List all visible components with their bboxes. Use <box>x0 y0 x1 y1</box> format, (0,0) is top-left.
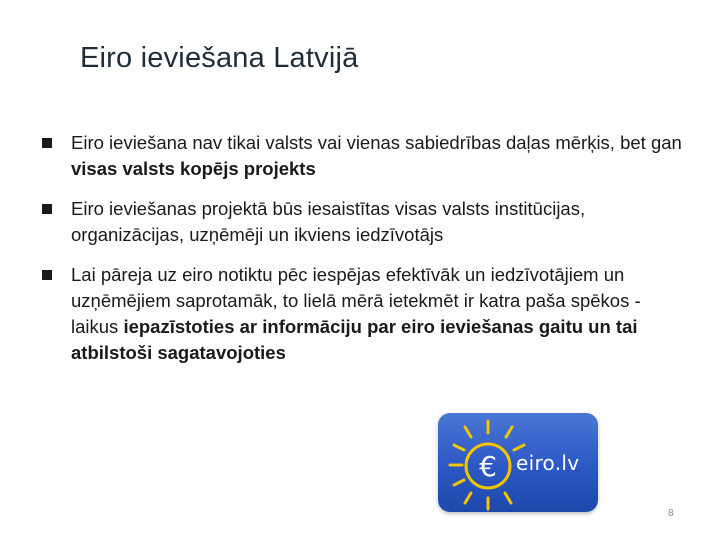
slide-title: Eiro ieviešana Latvijā <box>80 42 359 74</box>
bullet-item <box>42 262 682 366</box>
square-bullet-icon <box>42 270 52 280</box>
square-bullet-icon <box>42 204 52 214</box>
eiro-lv-logo <box>438 413 598 512</box>
bullet-text: Eiro ieviešanas projektā būs iesaistītas visas valsts institūcijas, organizācijas, uzņēmēji un ikviens iedzīvotājs <box>71 198 586 245</box>
bullet-item <box>42 130 682 182</box>
square-bullet-icon <box>42 138 52 148</box>
bullet-item <box>42 196 682 248</box>
bullet-text-bold: visas valsts kopējs projekts <box>71 158 316 179</box>
bullet-text: Eiro ieviešana nav tikai valsts vai vienas sabiedrības daļas mērķis, bet gan <box>71 132 682 153</box>
bullet-text: Lai pāreja uz eiro notiktu pēc iespējas efektīvāk un iedzīvotājiem un uzņēmējiem saprotamāk, to lielā mērā ietekmēt ir katra paša spēkos - laikus <box>71 264 641 337</box>
page-number: 8 <box>668 508 674 519</box>
svg-text:€: € <box>479 450 497 483</box>
logo-text: eiro.lv <box>516 451 580 475</box>
bullet-list <box>42 130 682 366</box>
bullet-text-bold: iepazīstoties ar informāciju par eiro ieviešanas gaitu un tai atbilstoši sagatavojoties <box>71 316 638 363</box>
